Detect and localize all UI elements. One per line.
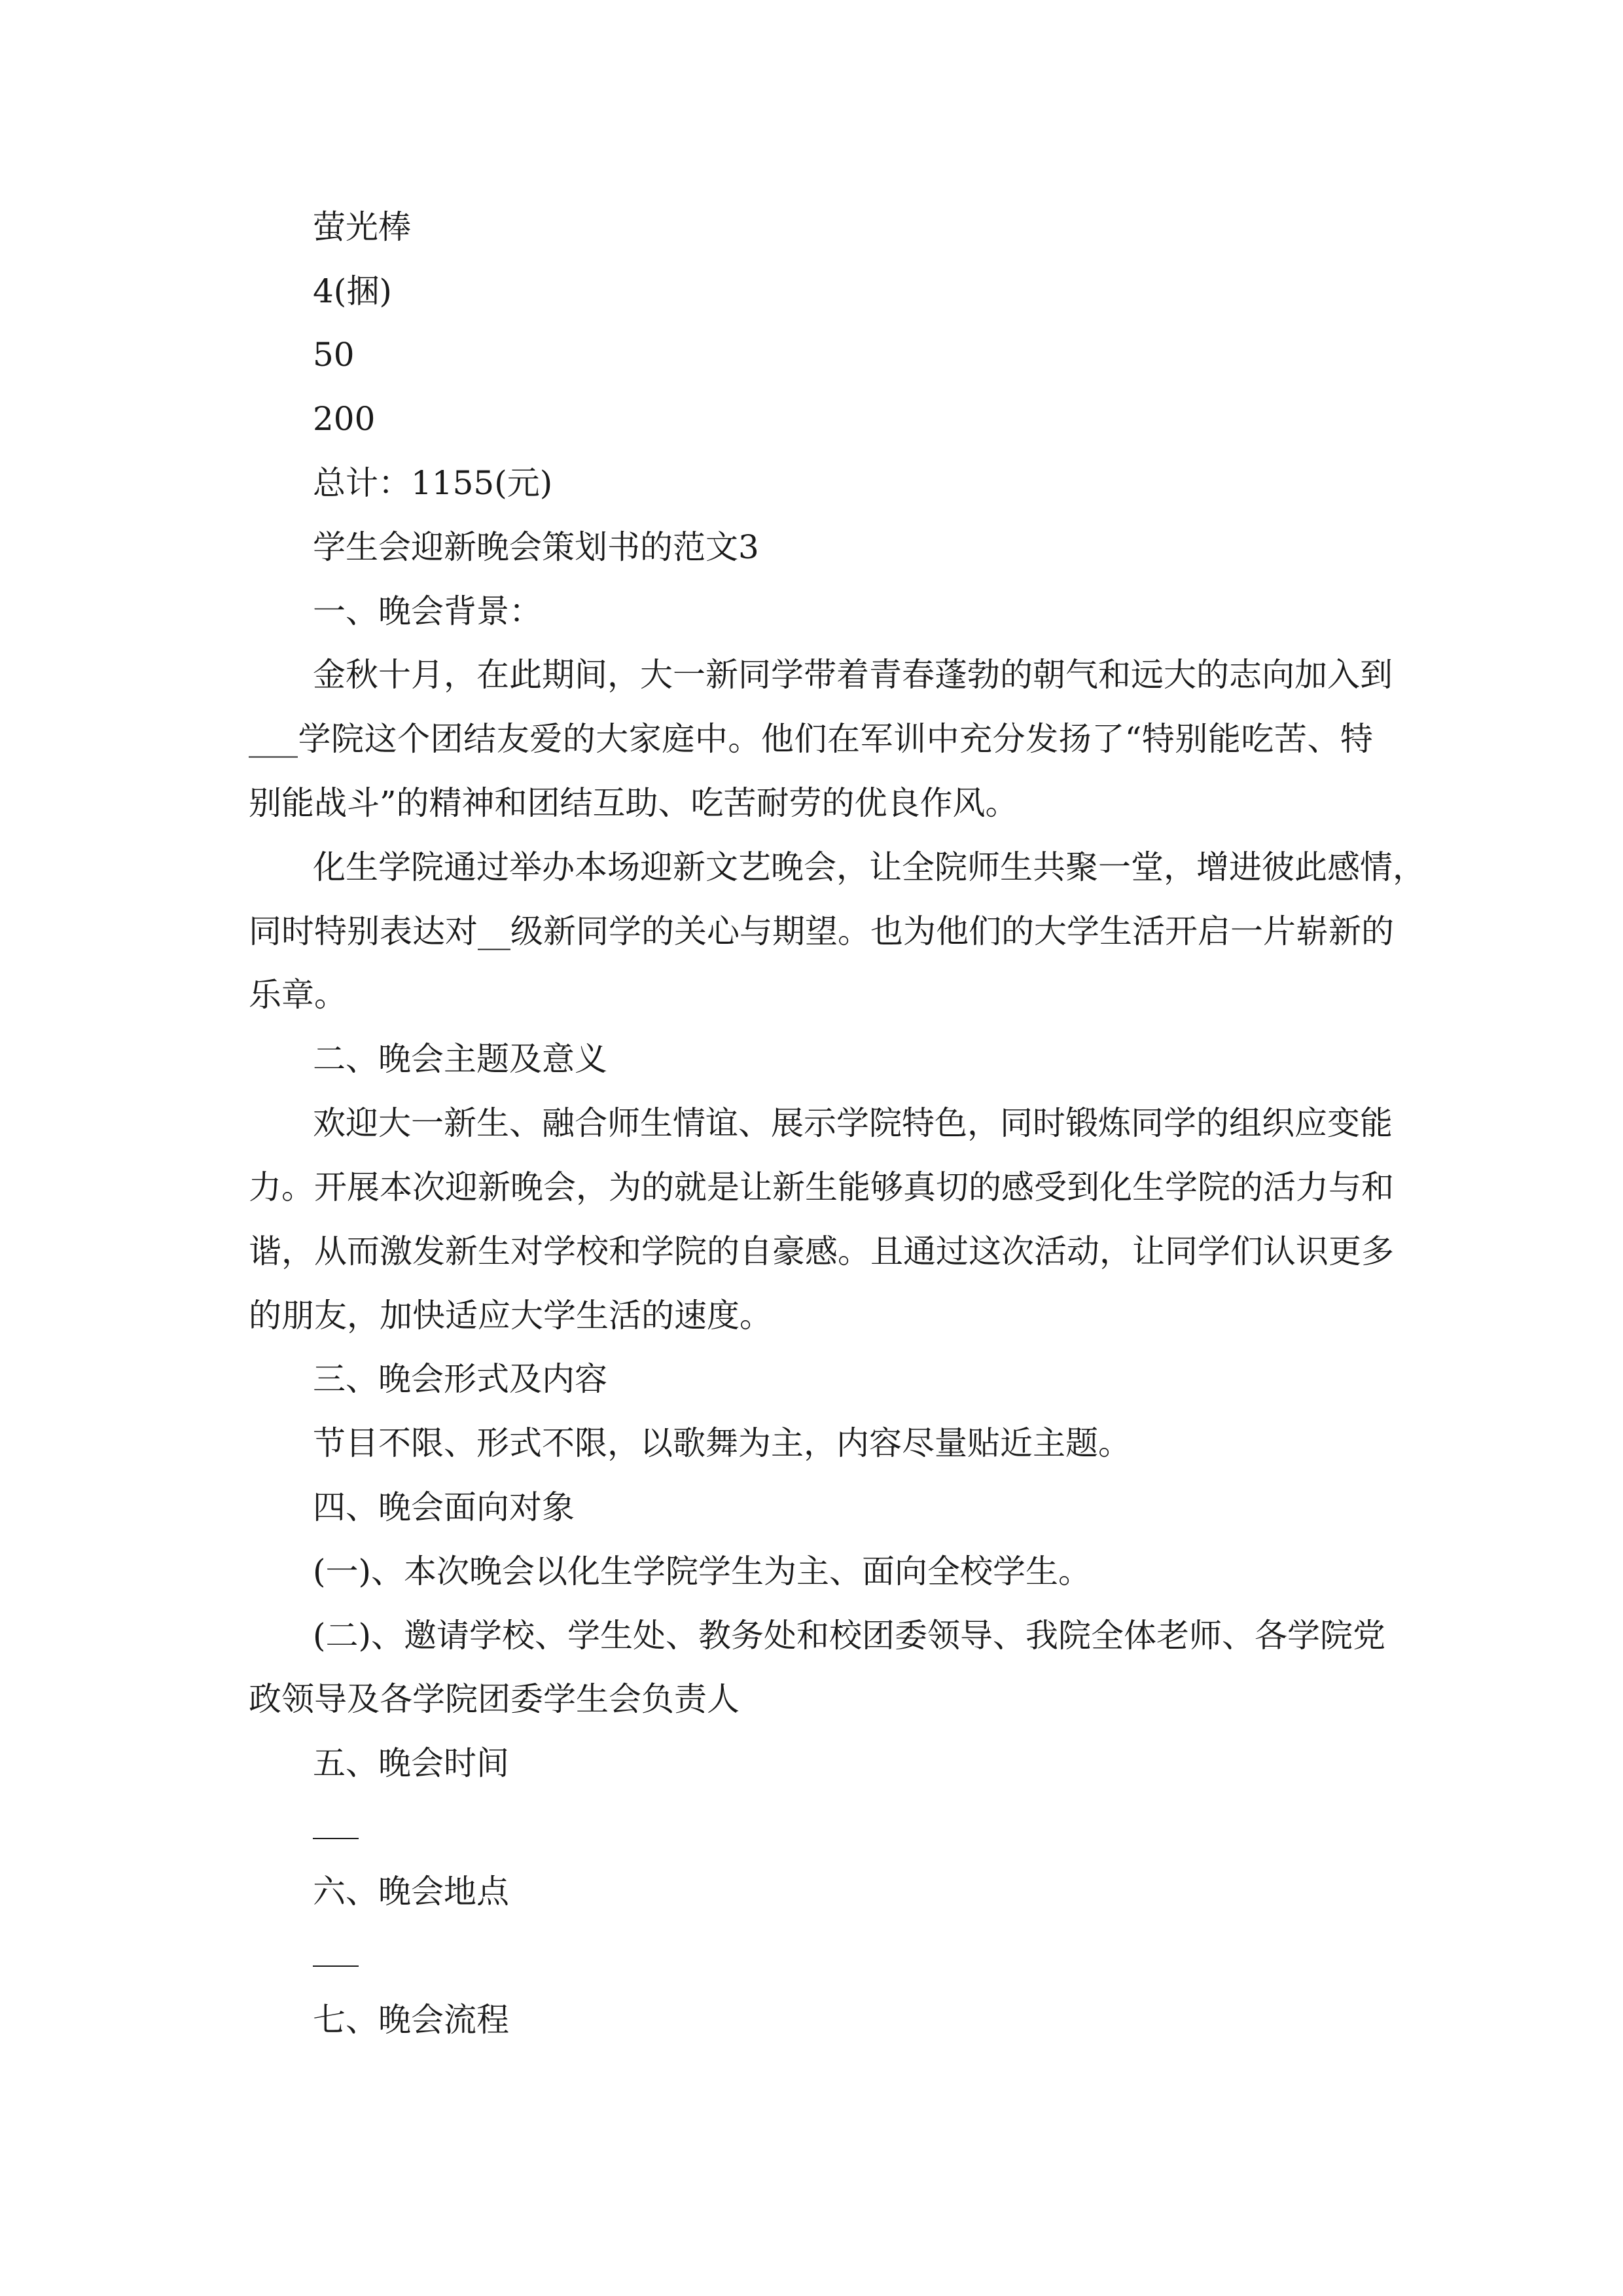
paragraph-line: ___学院这个团结友爱的大家庭中。他们在军训中充分发扬了“特别能吃苦、特 — [249, 720, 1373, 758]
paragraph-line: 化生学院通过举办本场迎新文艺晚会，让全院师生共聚一堂，增进彼此感情， — [313, 848, 1425, 886]
paragraph-line: 力。开展本次迎新晚会，为的就是让新生能够真切的感受到化生学院的活力与和 — [249, 1168, 1394, 1206]
paragraph-line: 节目不限、形式不限，以歌舞为主，内容尽量贴近主题。 — [313, 1424, 1131, 1462]
heading-venue: 六、晚会地点 — [313, 1873, 509, 1910]
section-title: 学生会迎新晚会策划书的范文3 — [313, 528, 759, 566]
blank-fill-line — [313, 1965, 359, 1967]
heading-process: 七、晚会流程 — [313, 2001, 509, 2039]
item-unit-price: 50 — [313, 336, 355, 374]
item-subtotal: 200 — [313, 400, 376, 438]
paragraph-line: 欢迎大一新生、融合师生情谊、展示学院特色，同时锻炼同学的组织应变能 — [313, 1104, 1393, 1142]
paragraph-line: 同时特别表达对__级新同学的关心与期望。也为他们的大学生活开启一片崭新的 — [249, 912, 1394, 950]
heading-format: 三、晚会形式及内容 — [313, 1360, 607, 1398]
heading-background: 一、晚会背景： — [313, 592, 542, 630]
total-amount: 总计：1155(元) — [313, 464, 553, 502]
paragraph-line: 金秋十月，在此期间，大一新同学带着青春蓬勃的朝气和远大的志向加入到 — [313, 656, 1393, 694]
heading-theme: 二、晚会主题及意义 — [313, 1040, 607, 1078]
paragraph-line: 的朋友，加快适应大学生活的速度。 — [249, 1297, 772, 1335]
paragraph-line: 谐，从而激发新生对学校和学院的自豪感。且通过这次活动，让同学们认识更多 — [249, 1232, 1394, 1270]
item-name: 萤光棒 — [313, 208, 411, 246]
paragraph-line: (一)、本次晚会以化生学院学生为主、面向全校学生。 — [313, 1552, 1092, 1590]
paragraph-line: 乐章。 — [249, 976, 347, 1014]
heading-time: 五、晚会时间 — [313, 1744, 509, 1782]
paragraph-line: 政领导及各学院团委学生会负责人 — [249, 1680, 740, 1718]
item-quantity: 4(捆) — [313, 272, 392, 310]
heading-audience: 四、晚会面向对象 — [313, 1488, 575, 1526]
blank-fill-line — [313, 1838, 359, 1839]
paragraph-line: (二)、邀请学校、学生处、教务处和校团委领导、我院全体老师、各学院党 — [313, 1617, 1386, 1655]
paragraph-line: 别能战斗”的精神和团结互助、吃苦耐劳的优良作风。 — [249, 784, 1018, 822]
